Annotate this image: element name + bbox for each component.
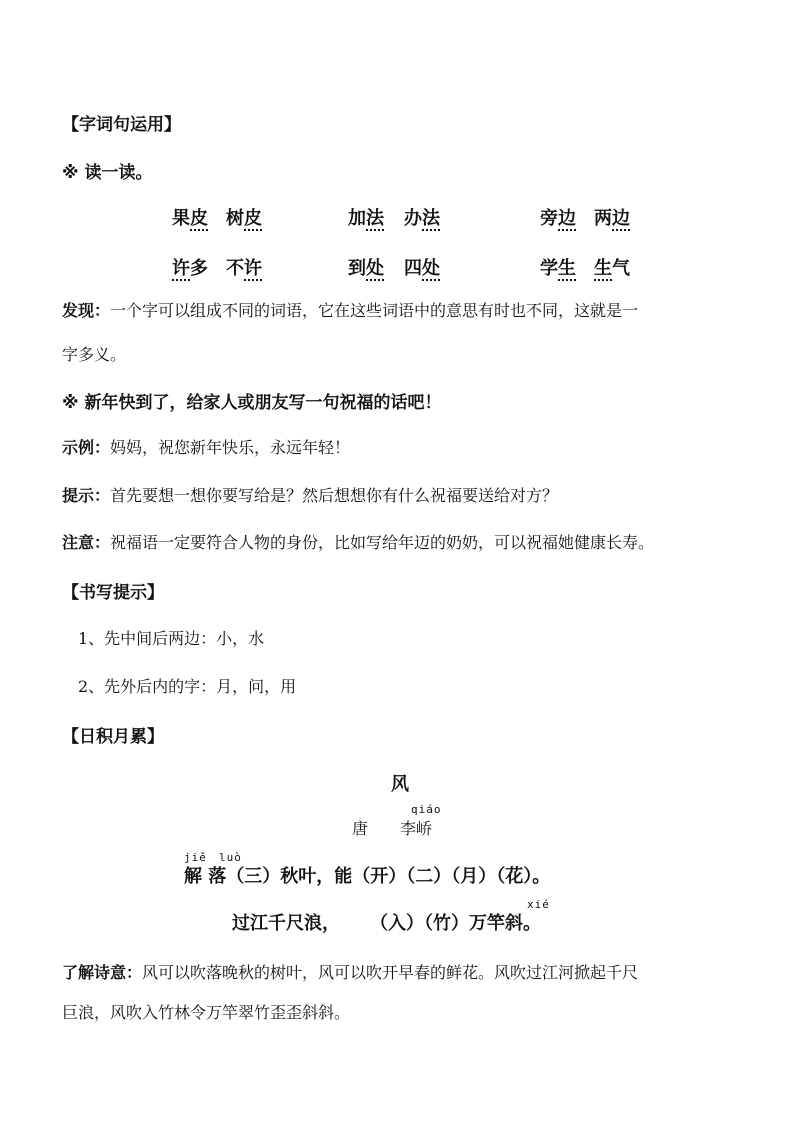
discovery-text: 一个字可以组成不同的词语，它在这些词语中的意思有时也不同，这就是一: [110, 301, 639, 320]
word-char: 到: [348, 258, 366, 279]
poem-line-2-a: 过江千尺浪，: [232, 913, 340, 934]
hint-line: [62, 483, 558, 506]
pinyin-xie: xié: [527, 898, 550, 911]
word-char: 气: [612, 258, 630, 279]
dotted-char: 边: [612, 208, 630, 229]
word-char: 树: [226, 208, 244, 229]
word-char: 旁: [540, 208, 558, 229]
dotted-char: 生: [558, 258, 576, 279]
word-row-1: [0, 204, 800, 232]
dotted-char: 皮: [244, 208, 262, 229]
dotted-char: 许: [244, 258, 262, 279]
word-char: 多: [190, 258, 208, 279]
hint-text: 首先要想一想你要写给是？然后想想你有什么祝福要送给对方？: [110, 486, 559, 505]
read-word: [172, 204, 208, 230]
section-title-accumulate: 【日积月累】: [62, 727, 164, 747]
dotted-char: 许: [172, 258, 190, 279]
read-word: [348, 254, 384, 280]
dotted-char: 处: [366, 258, 384, 279]
word-char: 加: [348, 208, 366, 229]
pinyin-jie: jiě: [184, 851, 207, 864]
read-word: [594, 204, 630, 230]
dotted-char: 法: [422, 208, 440, 229]
note-text: 祝福语一定要符合人物的身份，比如写给年迈的奶奶，可以祝福她健康长寿。: [110, 533, 655, 552]
poem-char-xie: 斜: [505, 913, 523, 934]
dotted-char: 边: [558, 208, 576, 229]
example-text: 妈妈，祝您新年快乐，永远年轻！: [110, 438, 351, 457]
pinyin-luo: luò: [219, 851, 242, 864]
hint-label: 提示：: [62, 486, 111, 505]
poem-title: 风: [391, 774, 409, 795]
example-label: 示例：: [62, 438, 111, 457]
poem-dynasty: 唐: [352, 819, 369, 838]
poem-line-2-b: （入）（竹）万竿: [370, 913, 505, 934]
dotted-char: 法: [366, 208, 384, 229]
note-line: [62, 530, 654, 553]
word-char: 果: [172, 208, 190, 229]
read-word: [594, 254, 630, 280]
meaning-text: 风可以吹落晚秋的树叶，风可以吹开早春的鲜花。风吹过江河掀起千尺: [142, 963, 639, 982]
poem-line-2-end: 。: [523, 913, 541, 934]
word-char: 四: [404, 258, 422, 279]
writing-tip-2: 2、先外后内的字：月，问，用: [78, 677, 297, 696]
writing-tip-1: 1、先中间后两边：小，水: [78, 629, 265, 648]
word-char: 不: [226, 258, 244, 279]
author-given-name: 峤: [416, 819, 433, 838]
meaning-line-2: 巨浪，风吹入竹林令万竿翠竹歪歪斜斜。: [62, 1003, 351, 1022]
wish-heading: ※ 新年快到了，给家人或朋友写一句祝福的话吧！: [62, 393, 442, 413]
poem-line-1-rest: （三）秋叶，能（开）（二）（月）（花）。: [226, 866, 551, 887]
read-word: [348, 204, 384, 230]
poem-author: [400, 816, 432, 839]
read-word: [540, 254, 576, 280]
dotted-char: 皮: [190, 208, 208, 229]
read-word: [540, 204, 576, 230]
note-label: 注意：: [62, 533, 111, 552]
meaning-label: 了解诗意：: [62, 963, 143, 982]
discovery-line-1: [62, 298, 638, 321]
section-title-writing: 【书写提示】: [62, 583, 164, 603]
dotted-char: 生: [594, 258, 612, 279]
meaning-line-1: [62, 960, 638, 983]
poem-line-1: [184, 862, 550, 888]
example-line: [62, 435, 350, 458]
poem-char-jie: 解: [184, 866, 202, 887]
read-word: [172, 254, 208, 280]
poem-char-luo: 落: [208, 866, 227, 887]
word-char: 学: [540, 258, 558, 279]
author-surname: 李: [400, 819, 417, 838]
word-row-2: [0, 254, 800, 282]
poem-line-2: [232, 909, 541, 935]
read-heading: ※ 读一读。: [62, 163, 153, 183]
word-char: 办: [404, 208, 422, 229]
dotted-char: 处: [422, 258, 440, 279]
word-char: 两: [594, 208, 612, 229]
read-word: [404, 254, 440, 280]
read-word: [226, 204, 262, 230]
discovery-line-2: 字多义。: [62, 345, 127, 364]
discovery-label: 发现：: [62, 301, 111, 320]
read-word: [226, 254, 262, 280]
section-title-usage: 【字词句运用】: [62, 115, 181, 135]
author-pinyin: qiáo: [411, 803, 442, 816]
read-word: [404, 204, 440, 230]
